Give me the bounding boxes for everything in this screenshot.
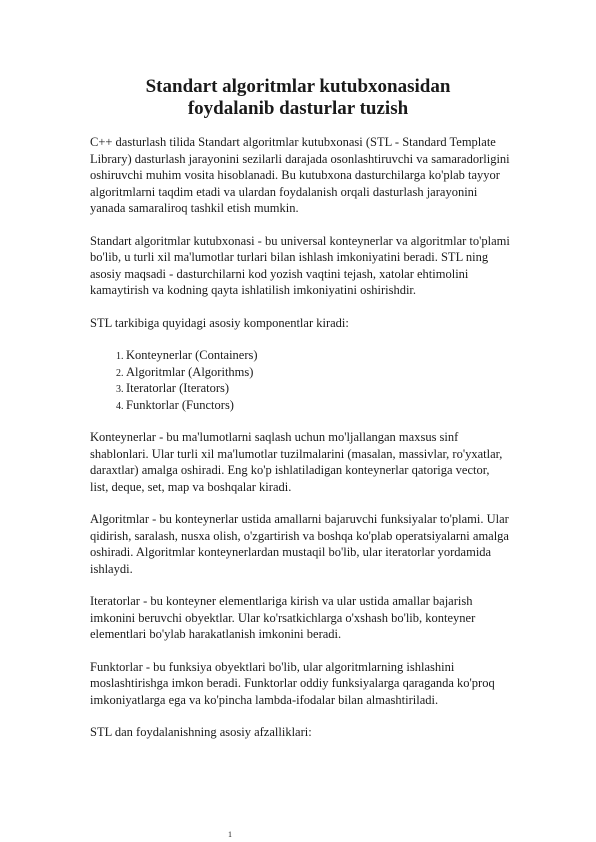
page-title: [90, 76, 506, 120]
list-item: 4. Funktorlar (Functors): [126, 397, 510, 414]
paragraph-containers: Konteynerlar - bu ma'lumotlarni saqlash uchun mo'ljallangan maxsus sinf shablonlari. Ular turli xil ma'lumotlar tuzilmalarini (masalan, massivlar, ro'yxatlar, daraxtlar) amalga oshiradi. Eng ko'p ishlatiladigan konteynerlar qatoriga vector, list, deque, set, map va boshqalar kiradi.: [90, 430, 503, 494]
components-list: [90, 347, 510, 413]
document-body: [90, 134, 510, 757]
list-item: 2. Algoritmlar (Algorithms): [126, 364, 510, 381]
paragraph-definition: Standart algoritmlar kutubxonasi - bu universal konteynerlar va algoritmlar to'plami bo'lib, u turli xil ma'lumotlar turlari bilan ishlash imkoniyatini beradi. STL ning asosiy maqsadi - dasturchilarni kod yozish vaqtini tejash, xatolar ehtimolini kamaytirish va kodning qayta ishlatilish imkoniyatini oshirishdir.: [90, 233, 510, 297]
paragraph-iterators: Iteratorlar - bu konteyner elementlariga kirish va ular ustida amallar bajarish imkonini beruvchi obyektlar. Ular ko'rsatkichlarga o'xshash bo'lib, konteyner elementlari bo'ylab harakatlanish imkonini beradi.: [90, 594, 476, 641]
title-line-1: Standart algoritmlar kutubxonasidan: [145, 76, 451, 97]
title-line-2: foydalanib dasturlar tuzish: [187, 98, 409, 119]
page-number: 1: [228, 830, 232, 839]
paragraph-intro: C++ dasturlash tilida Standart algoritmlar kutubxonasi (STL - Standard Template Library) dasturlash jarayonini sezilarli darajada osonlashtiruvchi va samaradorligini oshiruvchi muhim vosita hisoblanadi. Bu kutubxona dasturchilarga ko'plab tayyor algoritmlarni taqdim etadi va ulardan foydalanish orqali dasturlash jarayonini yanada samaraliroq tashkil etish mumkin.: [90, 135, 510, 215]
paragraph-components-intro: STL tarkibiga quyidagi asosiy komponentlar kiradi:: [90, 315, 349, 330]
paragraph-functors: Funktorlar - bu funksiya obyektlari bo'lib, ular algoritmlarning ishlashini moslashtirishga imkon beradi. Funktorlar oddiy funksiyalarga qaraganda ko'proq imkoniyatlarga ega va ko'pincha lambda-ifodalar bilan almashtiriladi.: [90, 659, 495, 707]
list-item: 1. Konteynerlar (Containers): [126, 347, 510, 364]
paragraph-algorithms: Algoritmlar - bu konteynerlar ustida amallarni bajaruvchi funksiyalar to'plami. Ular qidirish, saralash, nusxa olish, o'zgartirish va boshqa ko'plab operatsiyalarni amalga oshiradi. Algoritmlar konteynerlardan mustaqil bo'lib, ular iteratorlar yordamida ishlaydi.: [90, 512, 509, 576]
list-item: 3. Iteratorlar (Iterators): [126, 380, 510, 397]
paragraph-advantages-intro: STL dan foydalanishning asosiy afzalliklari:: [90, 725, 312, 739]
